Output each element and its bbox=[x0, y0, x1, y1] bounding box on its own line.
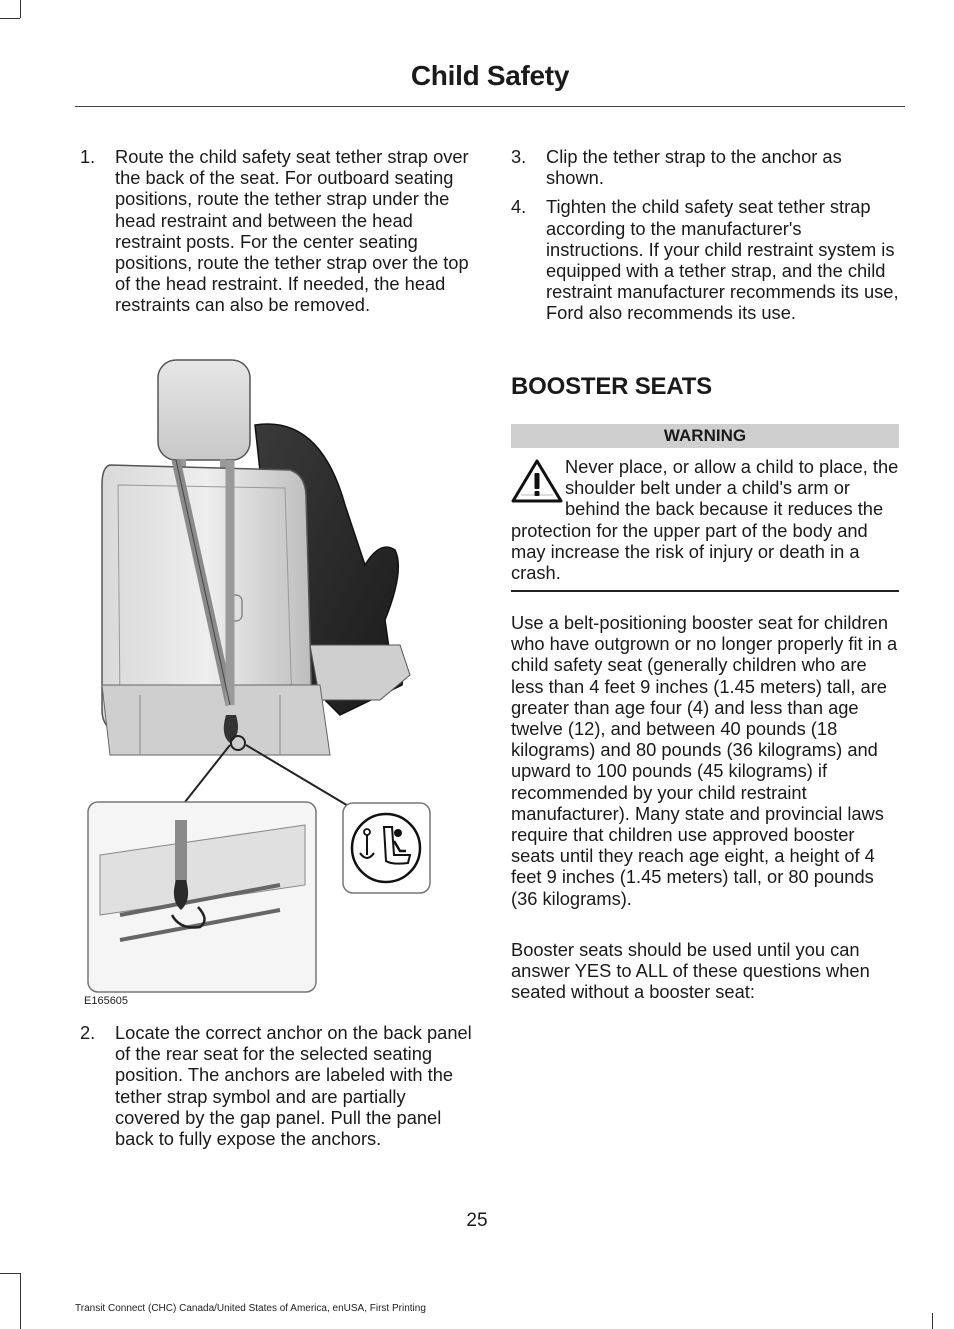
warning-text: Never place, or allow a child to place, the shoulder belt under a child's arm or behind the back because it reduces the protection for the upper part of the body and may increase the risk of injury or death in a crash. bbox=[511, 456, 899, 584]
page-number: 25 bbox=[466, 1210, 488, 1231]
step-number: 3. bbox=[511, 146, 527, 167]
crop-mark bbox=[0, 1273, 20, 1274]
crop-mark bbox=[932, 1313, 933, 1329]
warning-body bbox=[511, 456, 901, 583]
seat-illustration bbox=[80, 355, 435, 995]
crop-mark bbox=[0, 18, 20, 19]
tether-strap-illustration bbox=[80, 355, 435, 1015]
booster-paragraph-1: Use a belt-positioning booster seat for children who have outgrown or no longer properly fit in a child safety seat (generally children who are less than 4 feet 9 inches (1.45 meters) tall, are greater than age four (4) and less than age twelve (12), and between 40 pounds (18 kilograms) and 80 pounds (36 kilograms) and upward to 100 pounds (45 kilograms) if recommended by your child restraint manufacturer). Many state and provincial laws require that children use approved booster seats until they reach age eight, a height of 4 feet 9 inches (1.45 meters) tall, or 80 pounds (36 kilograms). bbox=[511, 612, 898, 909]
warning-triangle-icon bbox=[511, 458, 563, 504]
footer-text: Transit Connect (CHC) Canada/United States of America, enUSA, First Printing bbox=[75, 1303, 426, 1314]
figure-code: E165605 bbox=[84, 995, 129, 1007]
step-text: Clip the tether strap to the anchor as shown. bbox=[546, 146, 842, 189]
step-2 bbox=[80, 1022, 472, 1149]
step-text: Locate the correct anchor on the back panel of the rear seat for the selected seating position. The anchors are labeled with the tether strap symbol and are partially covered by the gap panel. Pull the panel back to fully expose the anchors. bbox=[115, 1022, 472, 1150]
section-heading: BOOSTER SEATS bbox=[511, 373, 712, 400]
head-restraint bbox=[158, 360, 250, 460]
step-number: 2. bbox=[80, 1022, 96, 1043]
crop-mark bbox=[20, 1273, 21, 1329]
step-1 bbox=[80, 146, 472, 316]
right-column bbox=[511, 146, 901, 332]
booster-paragraph-2: Booster seats should be used until you can answer YES to ALL of these questions when seated without a booster seat: bbox=[511, 939, 870, 1003]
warning-divider bbox=[511, 590, 899, 592]
title-divider bbox=[75, 106, 905, 107]
crop-mark bbox=[20, 0, 21, 18]
step-text: Route the child safety seat tether strap over the back of the seat. For outboard seating positions, route the tether strap under the head restraint and between the head restraint posts. For the center seating positions, route the tether strap over the top of the head restraint. If needed, the head restraints can also be removed. bbox=[115, 146, 469, 316]
step-3 bbox=[511, 146, 901, 188]
page-title: Child Safety bbox=[410, 60, 570, 91]
step-text: Tighten the child safety seat tether strap according to the manufacturer's instructions. If your child restraint system is equipped with a tether strap, and the child restraint manufacturer recommends its use, Ford also recommends its use. bbox=[546, 196, 899, 324]
left-column bbox=[80, 146, 472, 324]
warning-label: WARNING bbox=[511, 424, 899, 448]
step-number: 1. bbox=[80, 146, 96, 167]
step-number: 4. bbox=[511, 196, 527, 218]
step-4 bbox=[511, 196, 901, 323]
left-column-lower bbox=[80, 1022, 472, 1157]
